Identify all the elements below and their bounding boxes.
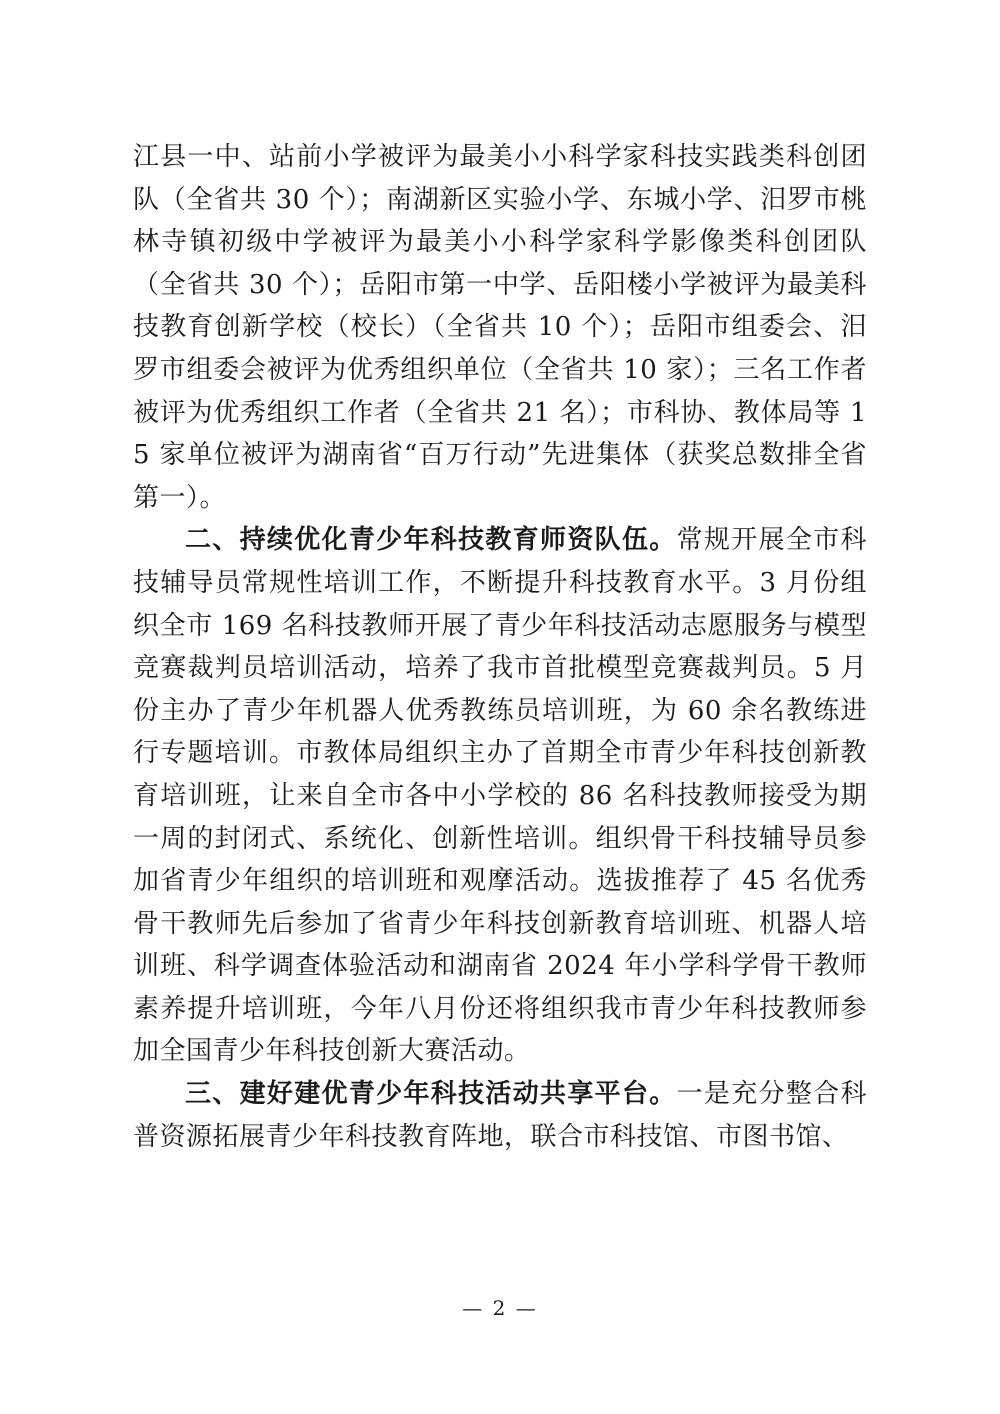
paragraph-3 xyxy=(133,1073,867,1158)
paragraph-1-text: 江县一中、站前小学被评为最美小小科学家科技实践类科创团队（全省共 30 个）；南湖新区实验小学、东城小学、汨罗市桃林寺镇初级中学被评为最美小小科学家科学影像类科创团队（全省共 30 个）；岳阳市第一中学、岳阳楼小学被评为最美科技教育创新学校（校长）（全省共 10 个）；岳阳市组委会、汨罗市组委会被评为优秀组织单位（全省共 10 家）；三名工作者被评为优秀组织工作者（全省共 21 名）；市科协、教体局等 15 家单位被评为湖南省“百万行动”先进集体（获奖总数排全省第一）。 xyxy=(133,142,867,513)
paragraph-2 xyxy=(133,519,867,1073)
section-heading-3: 三、建好建优青少年科技活动共享平台。 xyxy=(185,1079,677,1110)
paragraph-3-text: 一是充分整合科普资源拓展青少年科技教育阵地，联合市科技馆、市图书馆、 xyxy=(133,1079,867,1152)
section-heading-2: 二、持续优化青少年科技教育师资队伍。 xyxy=(185,525,677,556)
paragraph-1 xyxy=(133,136,867,519)
page-number: — 2 — xyxy=(462,1296,538,1320)
paragraph-2-text: 常规开展全市科技辅导员常规性培训工作，不断提升科技教育水平。3 月份组织全市 169 名科技教师开展了青少年科技活动志愿服务与模型竞赛裁判员培训活动，培养了我市首批模型竞赛裁判员。5 月份主办了青少年机器人优秀教练员培训班，为 60 余名教练进行专题培训。市教体局组织主办了首期全市青少年科技创新教育培训班，让来自全市各中小学校的 86 名科技教师接受为期一周的封闭式、系统化、创新性培训。组织骨干科技辅导员参加省青少年组织的培训班和观摩活动。选拔推荐了 45 名优秀骨干教师先后参加了省青少年科技创新教育培训班、机器人培训班、科学调查体验活动和湖南省 2024 年小学科学骨干教师素养提升培训班，今年八月份还将组织我市青少年科技教师参加全国青少年科技创新大赛活动。 xyxy=(133,525,867,1067)
document-body xyxy=(133,136,867,1158)
